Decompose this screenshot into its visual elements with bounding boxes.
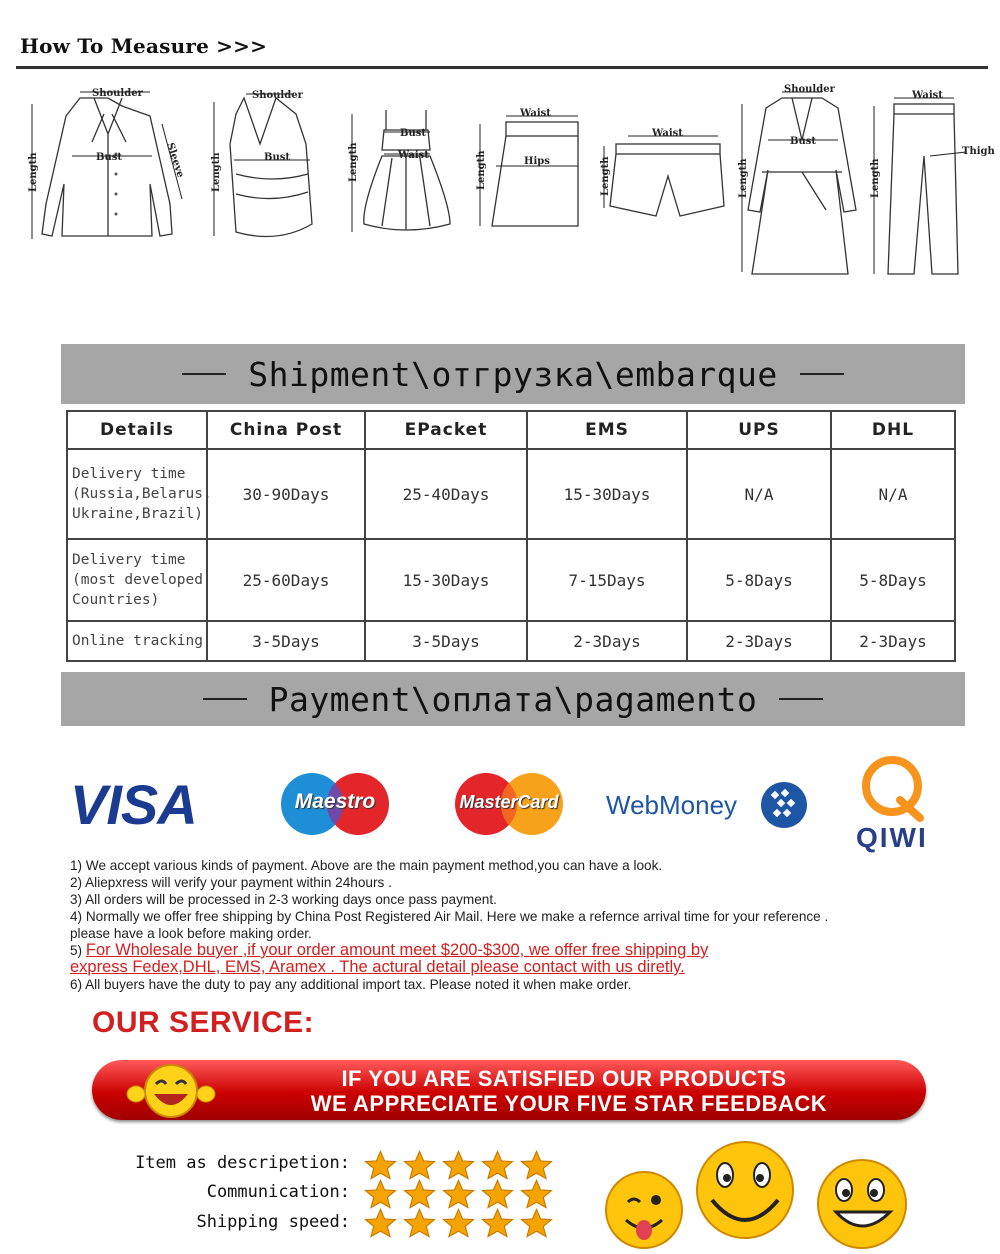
- column-header: Details: [67, 411, 207, 449]
- row-label: [67, 449, 212, 539]
- row-label-line: Online tracking: [72, 633, 203, 649]
- length-label: Length: [348, 142, 359, 182]
- length-label: Length: [870, 158, 881, 198]
- length-label: Length: [28, 152, 39, 192]
- coat-measure-diagram: [738, 80, 863, 284]
- star-icon: [481, 1150, 514, 1180]
- rating-label-item: Item as descripetion:: [135, 1153, 350, 1173]
- banner-dash: [800, 373, 844, 375]
- skirt-measure-diagram: [466, 104, 586, 238]
- how-to-measure-title: How To Measure >>>: [20, 34, 268, 58]
- table-cell: 15-30Days: [365, 539, 527, 621]
- feedback-banner: [92, 1060, 926, 1120]
- star-icon: [364, 1150, 397, 1180]
- length-label: Length: [600, 156, 611, 196]
- star-icon: [520, 1208, 553, 1238]
- column-header: EMS: [527, 411, 687, 449]
- table-cell: N/A: [687, 449, 831, 539]
- star-icon: [520, 1179, 553, 1209]
- column-header: EPacket: [365, 411, 527, 449]
- star-icon: [403, 1208, 436, 1238]
- bust-label: Bust: [400, 128, 426, 139]
- star-icon: [481, 1208, 514, 1238]
- star-icon: [442, 1179, 475, 1209]
- table-cell: 5-8Days: [831, 539, 955, 621]
- rating-label-shipping: Shipping speed:: [196, 1212, 350, 1232]
- shoulder-label: Shoulder: [252, 90, 303, 101]
- table-cell: N/A: [831, 449, 955, 539]
- webmoney-logo: WebMoney: [606, 790, 738, 820]
- column-header: UPS: [687, 411, 831, 449]
- wholesale-note: express Fedex,DHL, EMS, Aramex . The actural detail please contact with us diretly.: [70, 958, 685, 976]
- maestro-wordmark: Maestro: [294, 790, 376, 813]
- table-header-row: [67, 411, 955, 449]
- length-label: Length: [476, 150, 487, 190]
- shoulder-label: Shoulder: [784, 84, 835, 95]
- webmoney-globe-icon: [758, 780, 810, 834]
- waist-label: Waist: [912, 90, 943, 101]
- row-label-line: Ukraine,Brazil): [72, 506, 203, 522]
- table-row: [67, 449, 955, 539]
- section-divider: [16, 66, 988, 69]
- table-row: [67, 621, 955, 661]
- sleeve-label: Sleeve: [164, 141, 186, 180]
- thigh-label: Thigh: [962, 146, 995, 157]
- row-label-line: (Russia,Belarus,: [72, 486, 212, 502]
- star-icon: [442, 1208, 475, 1238]
- note-line: [70, 942, 970, 959]
- column-header: China Post: [207, 411, 365, 449]
- our-service-title: OUR SERVICE:: [92, 1006, 315, 1039]
- note-line: 3) All orders will be processed in 2-3 working days once pass payment.: [70, 892, 497, 907]
- row-label-line: Delivery time: [72, 466, 186, 482]
- table-cell: 2-3Days: [527, 621, 687, 661]
- star-rating-shipping: [364, 1208, 553, 1238]
- star-icon: [520, 1150, 553, 1180]
- smiley-group-icon: [600, 1140, 920, 1254]
- star-icon: [403, 1150, 436, 1180]
- star-icon: [364, 1208, 397, 1238]
- star-rating-communication: [364, 1179, 553, 1209]
- waist-label: Waist: [398, 150, 429, 161]
- table-row: [67, 539, 955, 621]
- qiwi-logo-text: QIWI: [856, 822, 928, 853]
- note-line: please have a look before making order.: [70, 926, 312, 941]
- row-label: [67, 621, 207, 661]
- table-cell: 3-5Days: [365, 621, 527, 661]
- waist-label: Waist: [520, 108, 551, 119]
- note-line: 1) We accept various kinds of payment. Above are the main payment method,you can have a look.: [70, 858, 663, 873]
- row-label-line: (most developed: [72, 572, 203, 588]
- bust-label: Bust: [790, 136, 816, 147]
- table-cell: 2-3Days: [831, 621, 955, 661]
- table-cell: 25-60Days: [207, 539, 365, 621]
- table-cell: 2-3Days: [687, 621, 831, 661]
- mastercard-wordmark: MasterCard: [459, 792, 559, 812]
- jeans-measure-diagram: [866, 86, 995, 285]
- table-cell: 7-15Days: [527, 539, 687, 621]
- feedback-line-1: IF YOU ARE SATISFIED OUR PRODUCTS: [341, 1066, 787, 1091]
- row-label: [67, 539, 207, 621]
- shipment-banner: [61, 344, 965, 404]
- table-cell: 15-30Days: [527, 449, 687, 539]
- table-cell: 5-8Days: [687, 539, 831, 621]
- column-header: DHL: [831, 411, 955, 449]
- laughing-smiley-icon: [126, 1060, 216, 1126]
- note-prefix: 5): [70, 943, 86, 958]
- hips-label: Hips: [524, 156, 550, 167]
- bust-label: Bust: [264, 152, 290, 163]
- feedback-line-2: WE APPRECIATE YOUR FIVE STAR FEEDBACK: [310, 1091, 828, 1116]
- wholesale-note: For Wholesale buyer ,if your order amount meet $200-$300, we offer free shipping by: [85, 941, 709, 959]
- dress-measure-diagram: [342, 106, 462, 240]
- note-line: 2) Aliepxress will verify your payment within 24hours .: [70, 875, 392, 890]
- visa-logo: VISA: [70, 773, 197, 836]
- row-label-line: Delivery time: [72, 552, 186, 568]
- length-label: Length: [211, 152, 222, 192]
- tank-top-measure-diagram: [206, 84, 326, 248]
- star-icon: [481, 1179, 514, 1209]
- star-icon: [364, 1179, 397, 1209]
- table-cell: 30-90Days: [207, 449, 365, 539]
- table-cell: 25-40Days: [365, 449, 527, 539]
- qiwi-icon: [858, 756, 928, 826]
- banner-dash: [203, 698, 247, 700]
- shoulder-label: Shoulder: [92, 88, 143, 99]
- payment-banner-title: Payment\оплата\pagamento: [268, 679, 758, 719]
- bust-label: Bust: [96, 152, 122, 163]
- shirt-measure-diagram: [22, 84, 197, 253]
- star-rating-item: [364, 1150, 553, 1180]
- length-label: Length: [738, 158, 749, 198]
- row-label-line: Countries): [72, 592, 160, 608]
- note-line: [70, 959, 970, 976]
- maestro-logo: [276, 772, 394, 840]
- payment-banner: [61, 672, 965, 726]
- note-line: 6) All buyers have the duty to pay any additional import tax. Please noted it when make order.: [70, 977, 632, 992]
- table-cell: 3-5Days: [207, 621, 365, 661]
- waist-label: Waist: [652, 128, 683, 139]
- shipment-table: [66, 410, 956, 662]
- star-icon: [403, 1179, 436, 1209]
- rating-label-communication: Communication:: [206, 1182, 350, 1202]
- shipment-banner-title: Shipment\отгрузка\embarque: [248, 354, 778, 394]
- shorts-measure-diagram: [598, 126, 728, 230]
- banner-dash: [779, 698, 823, 700]
- note-line: 4) Normally we offer free shipping by China Post Registered Air Mail. Here we make a refernce arrival time for your reference .: [70, 909, 829, 924]
- banner-dash: [182, 373, 226, 375]
- star-icon: [442, 1150, 475, 1180]
- payment-notes: [70, 857, 970, 993]
- mastercard-logo: [450, 772, 568, 840]
